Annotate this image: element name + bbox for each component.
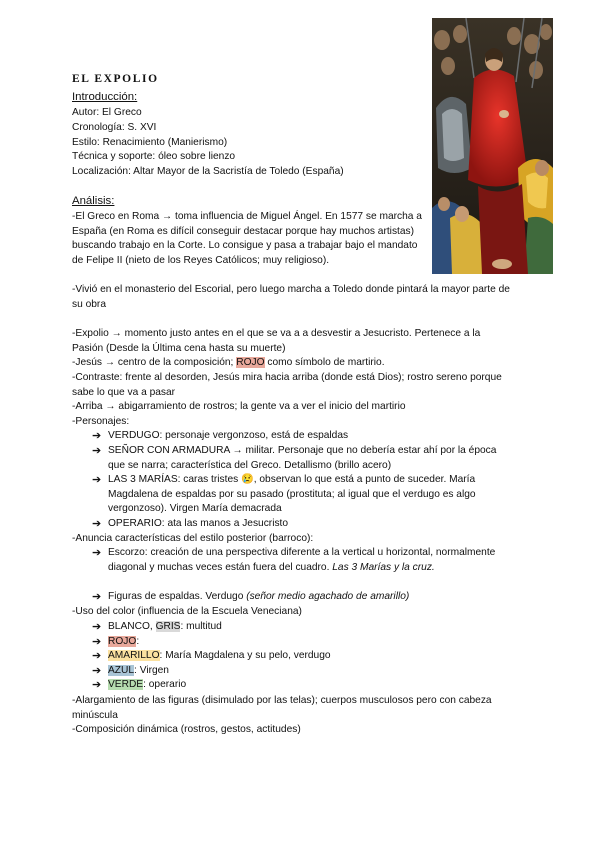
- intro-line: Técnica y soporte: óleo sobre lienzo: [72, 151, 236, 162]
- arrow-bullet-icon: ➔: [92, 547, 102, 559]
- analysis-paragraph-alargamiento: -Alargamiento de las figuras (disimulado por las telas); cuerpos musculosos pero con cabeza minúscula: [72, 695, 492, 721]
- color-text: BLANCO,: [108, 621, 156, 632]
- analysis-paragraph-arriba: -Arriba → abigarramiento de rostros; la gente va a ver el inicio del martirio: [72, 401, 406, 412]
- expolio-painting-image: [432, 18, 553, 274]
- analysis-paragraph-color: -Uso del color (influencia de la Escuela Veneciana): [72, 606, 302, 617]
- color-text: : operario: [143, 679, 187, 690]
- barroco-espaldas: [108, 590, 508, 605]
- personaje-operario: OPERARIO: ata las manos a Jesucristo: [108, 518, 289, 529]
- personaje-verdugo: VERDUGO: personaje vergonzoso, está de espaldas: [108, 430, 349, 441]
- highlight-amarillo: AMARILLO: [108, 650, 160, 661]
- color-amarillo: [108, 649, 508, 664]
- highlight-gris: GRIS: [155, 621, 181, 632]
- highlight-rojo: ROJO: [236, 357, 265, 368]
- highlight-rojo: ROJO: [108, 636, 137, 647]
- color-text: : multitud: [180, 621, 222, 632]
- arrow-bullet-icon: ➔: [92, 445, 102, 457]
- arrow-bullet-icon: ➔: [92, 679, 102, 691]
- escorzo-text: Escorzo: creación de una perspectiva diferente a la vertical u horizontal, normalmente diagonal y muchas veces están fuera del cuadro.: [108, 547, 496, 573]
- arrow-bullet-icon: ➔: [92, 474, 102, 486]
- color-azul: [108, 664, 508, 679]
- color-text: :: [136, 636, 140, 647]
- arrow-bullet-icon: ➔: [92, 518, 102, 530]
- arrow-bullet-icon: ➔: [92, 591, 102, 603]
- arrow-bullet-icon: ➔: [92, 430, 102, 442]
- arrow-bullet-icon: ➔: [92, 650, 102, 662]
- highlight-azul: AZUL: [108, 665, 135, 676]
- intro-heading: Introducción:: [72, 91, 138, 103]
- color-blanco-gris: [108, 620, 508, 635]
- barroco-escorzo: [108, 546, 508, 575]
- analysis-paragraph-escorial: -Vivió en el monasterio del Escorial, pero luego marcha a Toledo donde pintará la mayor parte de su obra: [72, 284, 510, 310]
- intro-line: Autor: El Greco: [72, 107, 142, 118]
- espaldas-text: Figuras de espaldas. Verdugo: [108, 591, 247, 602]
- escorzo-example: Las 3 Marías y la cruz.: [332, 561, 435, 573]
- highlight-verde: VERDE: [108, 679, 144, 690]
- color-verde: [108, 678, 508, 693]
- arrow-bullet-icon: ➔: [92, 636, 102, 648]
- jesus-text-post: como símbolo de martirio.: [264, 357, 385, 368]
- analysis-paragraph-greco-roma: -El Greco en Roma → toma influencia de Miguel Ángel. En 1577 se marcha a España (en Roma es difícil conseguir destacar porque hay muchos artistas) buscando trabajo en la Corte. Lo consigue y pasa a trabajar bajo el mandato de Felipe II (nieto de los Reyes Católicos; muy religioso).: [72, 211, 422, 266]
- jesus-text-pre: -Jesús → centro de la composición;: [72, 357, 237, 368]
- analysis-paragraph-contraste: -Contraste: frente al desorden, Jesús mira hacia arriba (donde está Dios); rostro sereno porque sabe lo que va a pasar: [72, 372, 502, 398]
- arrow-bullet-icon: ➔: [92, 621, 102, 633]
- analysis-heading: Análisis:: [72, 195, 115, 207]
- analysis-paragraph-composicion: -Composición dinámica (rostros, gestos, actitudes): [72, 724, 301, 735]
- espaldas-example: (señor medio agachado de amarillo): [246, 591, 410, 602]
- color-text: : María Magdalena y su pelo, verdugo: [159, 650, 331, 661]
- arrow-bullet-icon: ➔: [92, 665, 102, 677]
- analysis-paragraph-barroco: -Anuncia características del estilo posterior (barroco):: [72, 533, 314, 544]
- intro-line: Localización: Altar Mayor de la Sacristía de Toledo (España): [72, 166, 344, 177]
- personaje-armadura: SEÑOR CON ARMADURA → militar. Personaje que no debería estar ahí por la época que se narra; característica del Greco. Detallismo (brillo acero): [108, 445, 497, 471]
- analysis-paragraph-jesus: [72, 356, 385, 371]
- color-text: : Virgen: [134, 665, 169, 676]
- color-rojo: [108, 635, 508, 650]
- intro-line: Cronología: S. XVI: [72, 122, 157, 133]
- document-title: EL EXPOLIO: [72, 73, 159, 85]
- intro-line: Estilo: Renacimiento (Manierismo): [72, 137, 228, 148]
- personaje-marias: LAS 3 MARÍAS: caras tristes 😢, observan lo que está a punto de suceder. María Magdalena de espaldas por su pasado (prostituta; al igual que el verdugo es algo vergonzoso). Virgen María demacrada: [108, 474, 476, 515]
- analysis-paragraph-personajes: -Personajes:: [72, 416, 130, 427]
- analysis-paragraph-expolio: -Expolio → momento justo antes en el que se va a a desvestir a Jesucristo. Pertenece a la Pasión (Desde la Última cena hasta su muerte): [72, 328, 481, 354]
